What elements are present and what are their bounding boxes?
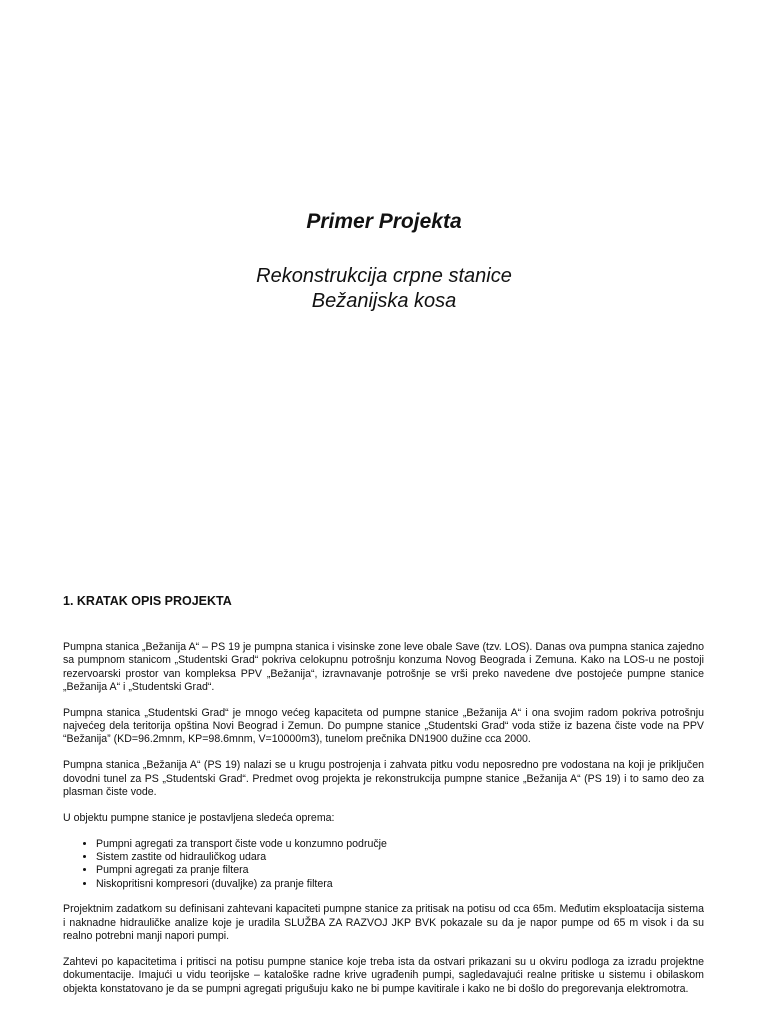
paragraph: Pumpna stanica „Bežanija A“ (PS 19) nalazi se u krugu postrojenja i zahvata pitku vodu neposredno pre vodostana na koji je priključen dovodni tunel za PS „Studentski Grad“. Predmet ovog projekta je rekonstrukcija pumpne stanice „Bežanija A“ (PS 19) i to samo deo za plasman čiste vode.	[63, 759, 704, 798]
equipment-list	[63, 838, 704, 891]
document-subtitle	[0, 264, 768, 314]
list-item: • Sistem zastite od hidrauličkog udara	[96, 851, 704, 864]
paragraph: U objektu pumpne stanice je postavljena sledeća oprema:	[63, 811, 335, 824]
subtitle-line-2: Bežanijska kosa	[311, 290, 457, 312]
section-body	[63, 641, 704, 1008]
document-title: Primer Projekta	[306, 210, 462, 233]
list-item: • Pumpni agregati za pranje filtera	[96, 864, 704, 877]
paragraph: Projektnim zadatkom su definisani zahtevani kapaciteti pumpne stanice za pritisak na potisu od cca 65m. Međutim eksploatacija sistema i naknadne hidrauličke analize koje je uradila SLUŽBA ZA RAZVOJ JKP BVK pokazale su da je napor pumpe od 65 m visok i da su realno potrebni manji napori pumpi.	[63, 903, 704, 943]
section-heading: 1. KRATAK OPIS PROJEKTA	[63, 594, 232, 608]
paragraph: Pumpna stanica „Bežanija A“ – PS 19 je pumpna stanica i visinske zone leve obale Save (tzv. LOS). Danas ova pumpna stanica zajedno sa pumpnom stanicom „Studentski Grad“ pokriva celokupnu potrošnju konzuma Novog Beograda i Zemuna. Kako na LOS-u ne postoji rezervoarski prostor van kompleksa PPV „Bežanija“, izravnavanje potrošnje se vrši preko navedene dve postojeće pumpne stanice „Bežanija A“ i „Studentski Grad“.	[63, 641, 704, 693]
list-item: • Niskopritisni kompresori (duvaljke) za pranje filtera	[96, 878, 704, 891]
list-item: • Pumpni agregati za transport čiste vode u konzumno područje	[96, 838, 704, 851]
subtitle-line-1: Rekonstrukcija crpne stanice	[256, 265, 512, 287]
paragraph: Pumpna stanica „Studentski Grad“ je mnogo većeg kapaciteta od pumpne stanice „Bežanija A“ i ona svojim radom pokriva potrošnju najvećeg dela teritorija opština Novi Beograd i Zemun. Do pumpne stanice „Studentski Grad“ voda stiže iz bazena čiste vode na PPV “Bežanija” (KD=96.2mnm, KP=98.6mnm, V=10000m3), tunelom prečnika DN1900 dužine cca 2000.	[63, 706, 704, 746]
paragraph: Zahtevi po kapacitetima i pritisci na potisu pumpne stanice koje treba ista da ostvari prikazani su u okviru podloga za izradu projektne dokumentacije. Imajući u vidu teorijske – kataloške radne krive ugrađenih pumpi, sagledavajući realne pritiske u sistemu i obilaskom objekta konstatovano je da se pumpni agregati prigušuju kako ne bi pumpe kavitirale i kako ne bi došlo do pregorevanja elektromotra.	[63, 955, 704, 995]
